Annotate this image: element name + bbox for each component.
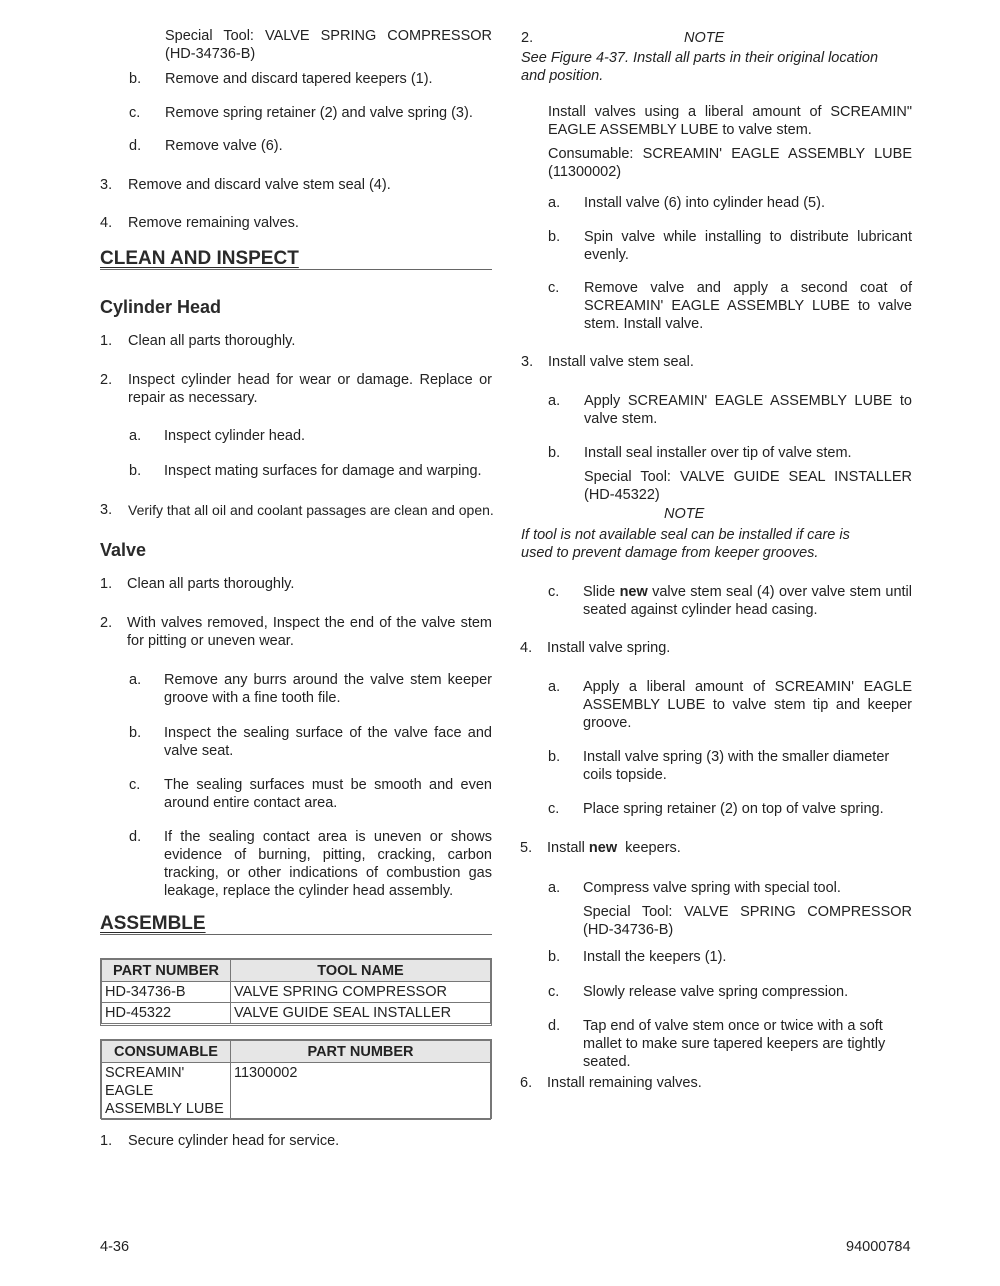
step-letter: c.	[129, 777, 141, 793]
step-text: Remove and discard valve stem seal (4).	[128, 177, 391, 193]
note-label: NOTE	[664, 506, 705, 522]
step-text	[547, 839, 912, 857]
step-letter: c.	[548, 801, 560, 817]
step-number: 2.	[100, 615, 113, 631]
step-letter: a.	[548, 679, 561, 695]
text-span: keepers.	[617, 840, 681, 856]
table-row	[102, 1063, 491, 1120]
step-text: Tap end of valve stem once or twice with a soft mallet to make sure tapered keepers are tightly seated.	[583, 1018, 886, 1070]
step-text: Apply SCREAMIN' EAGLE ASSEMBLY LUBE to valve stem.	[584, 393, 912, 427]
step-text: Verify that all oil and coolant passages are clean and open.	[128, 502, 494, 518]
step-letter: b.	[548, 229, 561, 245]
step-text: Clean all parts thoroughly.	[128, 333, 296, 349]
step-number: 1.	[100, 576, 113, 592]
text-span: Install	[547, 840, 589, 856]
table-row	[102, 982, 491, 1003]
step-number: 1.	[100, 1133, 113, 1149]
step-letter: d.	[129, 829, 142, 845]
consumable-line: Consumable: SCREAMIN' EAGLE ASSEMBLY LUBE (11300002)	[548, 146, 912, 180]
step-text: Install valve spring (3) with the smaller diameter coils topside.	[583, 749, 890, 783]
table-header: PART NUMBER	[102, 960, 231, 982]
special-tool-line: Special Tool: VALVE GUIDE SEAL INSTALLER (HD-45322)	[584, 469, 912, 503]
step-text: Install the keepers (1).	[583, 949, 727, 965]
step-letter: d.	[129, 138, 142, 154]
bold-span: new	[588, 840, 618, 856]
step-text: Install valve stem seal.	[548, 354, 694, 370]
step-letter: c.	[548, 280, 560, 296]
step-letter: b.	[548, 949, 561, 965]
note-text: If tool is not available seal can be installed if care is used to prevent damage from keeper grooves.	[521, 527, 850, 561]
step-letter: a.	[129, 672, 142, 688]
step-number: 4.	[100, 215, 113, 231]
step-text: Spin valve while installing to distribute lubricant evenly.	[584, 229, 912, 263]
page-number: 4-36	[100, 1239, 130, 1255]
step-text: Inspect cylinder head for wear or damage. Replace or repair as necessary.	[128, 372, 492, 406]
step-number: 5.	[520, 840, 533, 856]
step-text: With valves removed, Inspect the end of the valve stem for pitting or uneven wear.	[127, 615, 492, 649]
step-letter: a.	[548, 195, 561, 211]
step-number: 2.	[100, 372, 113, 388]
step-letter: b.	[129, 463, 142, 479]
step-text: Install valves using a liberal amount of SCREAMIN" EAGLE ASSEMBLY LUBE to valve stem.	[548, 104, 912, 138]
step-text	[583, 583, 912, 619]
table-cell: VALVE GUIDE SEAL INSTALLER	[231, 1003, 491, 1024]
step-text: Apply a liberal amount of SCREAMIN' EAGLE ASSEMBLY LUBE to valve stem tip and keeper groove.	[583, 679, 912, 731]
consumable-table	[101, 1040, 491, 1120]
step-number: 4.	[520, 640, 533, 656]
step-text: If the sealing contact area is uneven or shows evidence of burning, pitting, cracking, carbon tracking, or other indications of combustion gas leakage, replace the cylinder head assembly.	[164, 829, 492, 899]
step-number: 6.	[520, 1075, 533, 1091]
table-cell: HD-34736-B	[102, 982, 231, 1003]
step-text: Remove remaining valves.	[128, 215, 299, 231]
step-text: Install valve (6) into cylinder head (5).	[584, 195, 825, 211]
valve-heading: Valve	[100, 540, 147, 560]
step-text: Install seal installer over tip of valve stem.	[584, 445, 852, 461]
step-letter: c.	[548, 984, 560, 1000]
step-text: Install valve spring.	[547, 640, 671, 656]
text-span: valve stem seal (4) over valve stem until seated against cylinder head casing.	[583, 584, 912, 618]
step-letter: a.	[548, 880, 561, 896]
step-number: 2.	[521, 30, 534, 46]
document-number: 94000784	[846, 1239, 911, 1255]
special-tool-line: Special Tool: VALVE SPRING COMPRESSOR (HD-34736-B)	[165, 28, 492, 62]
step-letter: b.	[129, 725, 142, 741]
step-text: Inspect cylinder head.	[164, 428, 306, 444]
step-letter: d.	[548, 1018, 561, 1034]
step-text: Place spring retainer (2) on top of valve spring.	[583, 801, 884, 817]
step-number: 1.	[100, 333, 113, 349]
step-letter: c.	[548, 584, 560, 600]
table-cell: HD-45322	[102, 1003, 231, 1024]
step-text: Secure cylinder head for service.	[128, 1133, 340, 1149]
step-letter: c.	[129, 105, 141, 121]
special-tool-line: Special Tool: VALVE SPRING COMPRESSOR (HD-34736-B)	[583, 904, 912, 938]
step-letter: b.	[548, 445, 561, 461]
tools-table	[101, 959, 491, 1024]
step-number: 3.	[521, 354, 534, 370]
step-text: Install remaining valves.	[547, 1075, 702, 1091]
step-text: Remove spring retainer (2) and valve spring (3).	[165, 105, 473, 121]
bold-span: new	[619, 584, 648, 600]
tools-table-box	[100, 958, 492, 1026]
consumable-table-box	[100, 1039, 492, 1119]
table-cell: 11300002	[231, 1063, 491, 1120]
note-text: See Figure 4-37. Install all parts in their original location and position.	[521, 50, 879, 84]
step-letter: b.	[548, 749, 561, 765]
table-header: CONSUMABLE	[102, 1041, 231, 1063]
step-text: Remove and discard tapered keepers (1).	[165, 71, 433, 87]
text-span: Slide	[583, 584, 620, 600]
step-text: The sealing surfaces must be smooth and even around entire contact area.	[164, 777, 492, 811]
table-cell: SCREAMIN' EAGLE ASSEMBLY LUBE	[102, 1063, 231, 1120]
assemble-heading: ASSEMBLE	[100, 915, 492, 935]
step-text: Clean all parts thoroughly.	[127, 576, 295, 592]
step-text: Remove valve (6).	[165, 138, 283, 154]
step-number: 3.	[100, 177, 113, 193]
note-label: NOTE	[684, 30, 725, 46]
step-text: Inspect mating surfaces for damage and warping.	[164, 463, 482, 479]
clean-inspect-heading: CLEAN AND INSPECT	[100, 250, 492, 270]
step-number: 3.	[100, 502, 113, 518]
step-text: Compress valve spring with special tool.	[583, 880, 841, 896]
table-header: TOOL NAME	[231, 960, 491, 982]
step-text: Remove any burrs around the valve stem keeper groove with a fine tooth file.	[164, 672, 492, 706]
cylinder-head-heading: Cylinder Head	[100, 297, 222, 317]
step-text: Inspect the sealing surface of the valve face and valve seat.	[164, 725, 492, 759]
step-letter: b.	[129, 71, 142, 87]
step-letter: a.	[129, 428, 142, 444]
table-row	[102, 1003, 491, 1024]
step-text: Remove valve and apply a second coat of SCREAMIN' EAGLE ASSEMBLY LUBE to valve stem. Install valve.	[584, 280, 912, 332]
table-cell: VALVE SPRING COMPRESSOR	[231, 982, 491, 1003]
table-header: PART NUMBER	[231, 1041, 491, 1063]
step-text: Slowly release valve spring compression.	[583, 984, 849, 1000]
step-letter: a.	[548, 393, 561, 409]
